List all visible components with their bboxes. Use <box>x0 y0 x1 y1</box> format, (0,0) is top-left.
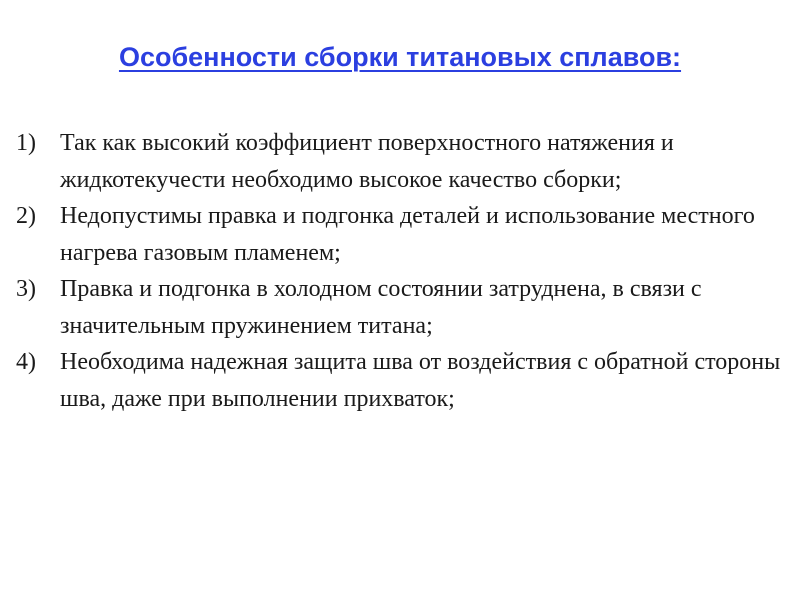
list-item-number: 1) <box>16 130 36 156</box>
list-item-3 <box>16 271 786 344</box>
list-item-text: Так как высокий коэффициент поверхностного натяжения и жидкотекучести необходимо высокое качество сборки; <box>60 130 674 193</box>
list-item-text: Недопустимы правка и подгонка деталей и использование местного нагрева газовым пламенем; <box>60 203 755 266</box>
list-item-text: Правка и подгонка в холодном состоянии затруднена, в связи с значительным пружинением титана; <box>60 276 702 339</box>
list-item-text: Необходима надежная защита шва от воздействия с обратной стороны шва, даже при выполнении прихваток; <box>60 349 781 412</box>
list-item-number: 3) <box>16 276 36 302</box>
list-item-number: 4) <box>16 349 36 375</box>
slide-title: Особенности сборки титановых сплавов: <box>118 42 682 72</box>
list-item-4 <box>16 344 786 417</box>
list-item-1 <box>16 125 786 198</box>
feature-list <box>16 125 786 417</box>
list-item-2 <box>16 198 786 271</box>
list-item-number: 2) <box>16 203 36 229</box>
